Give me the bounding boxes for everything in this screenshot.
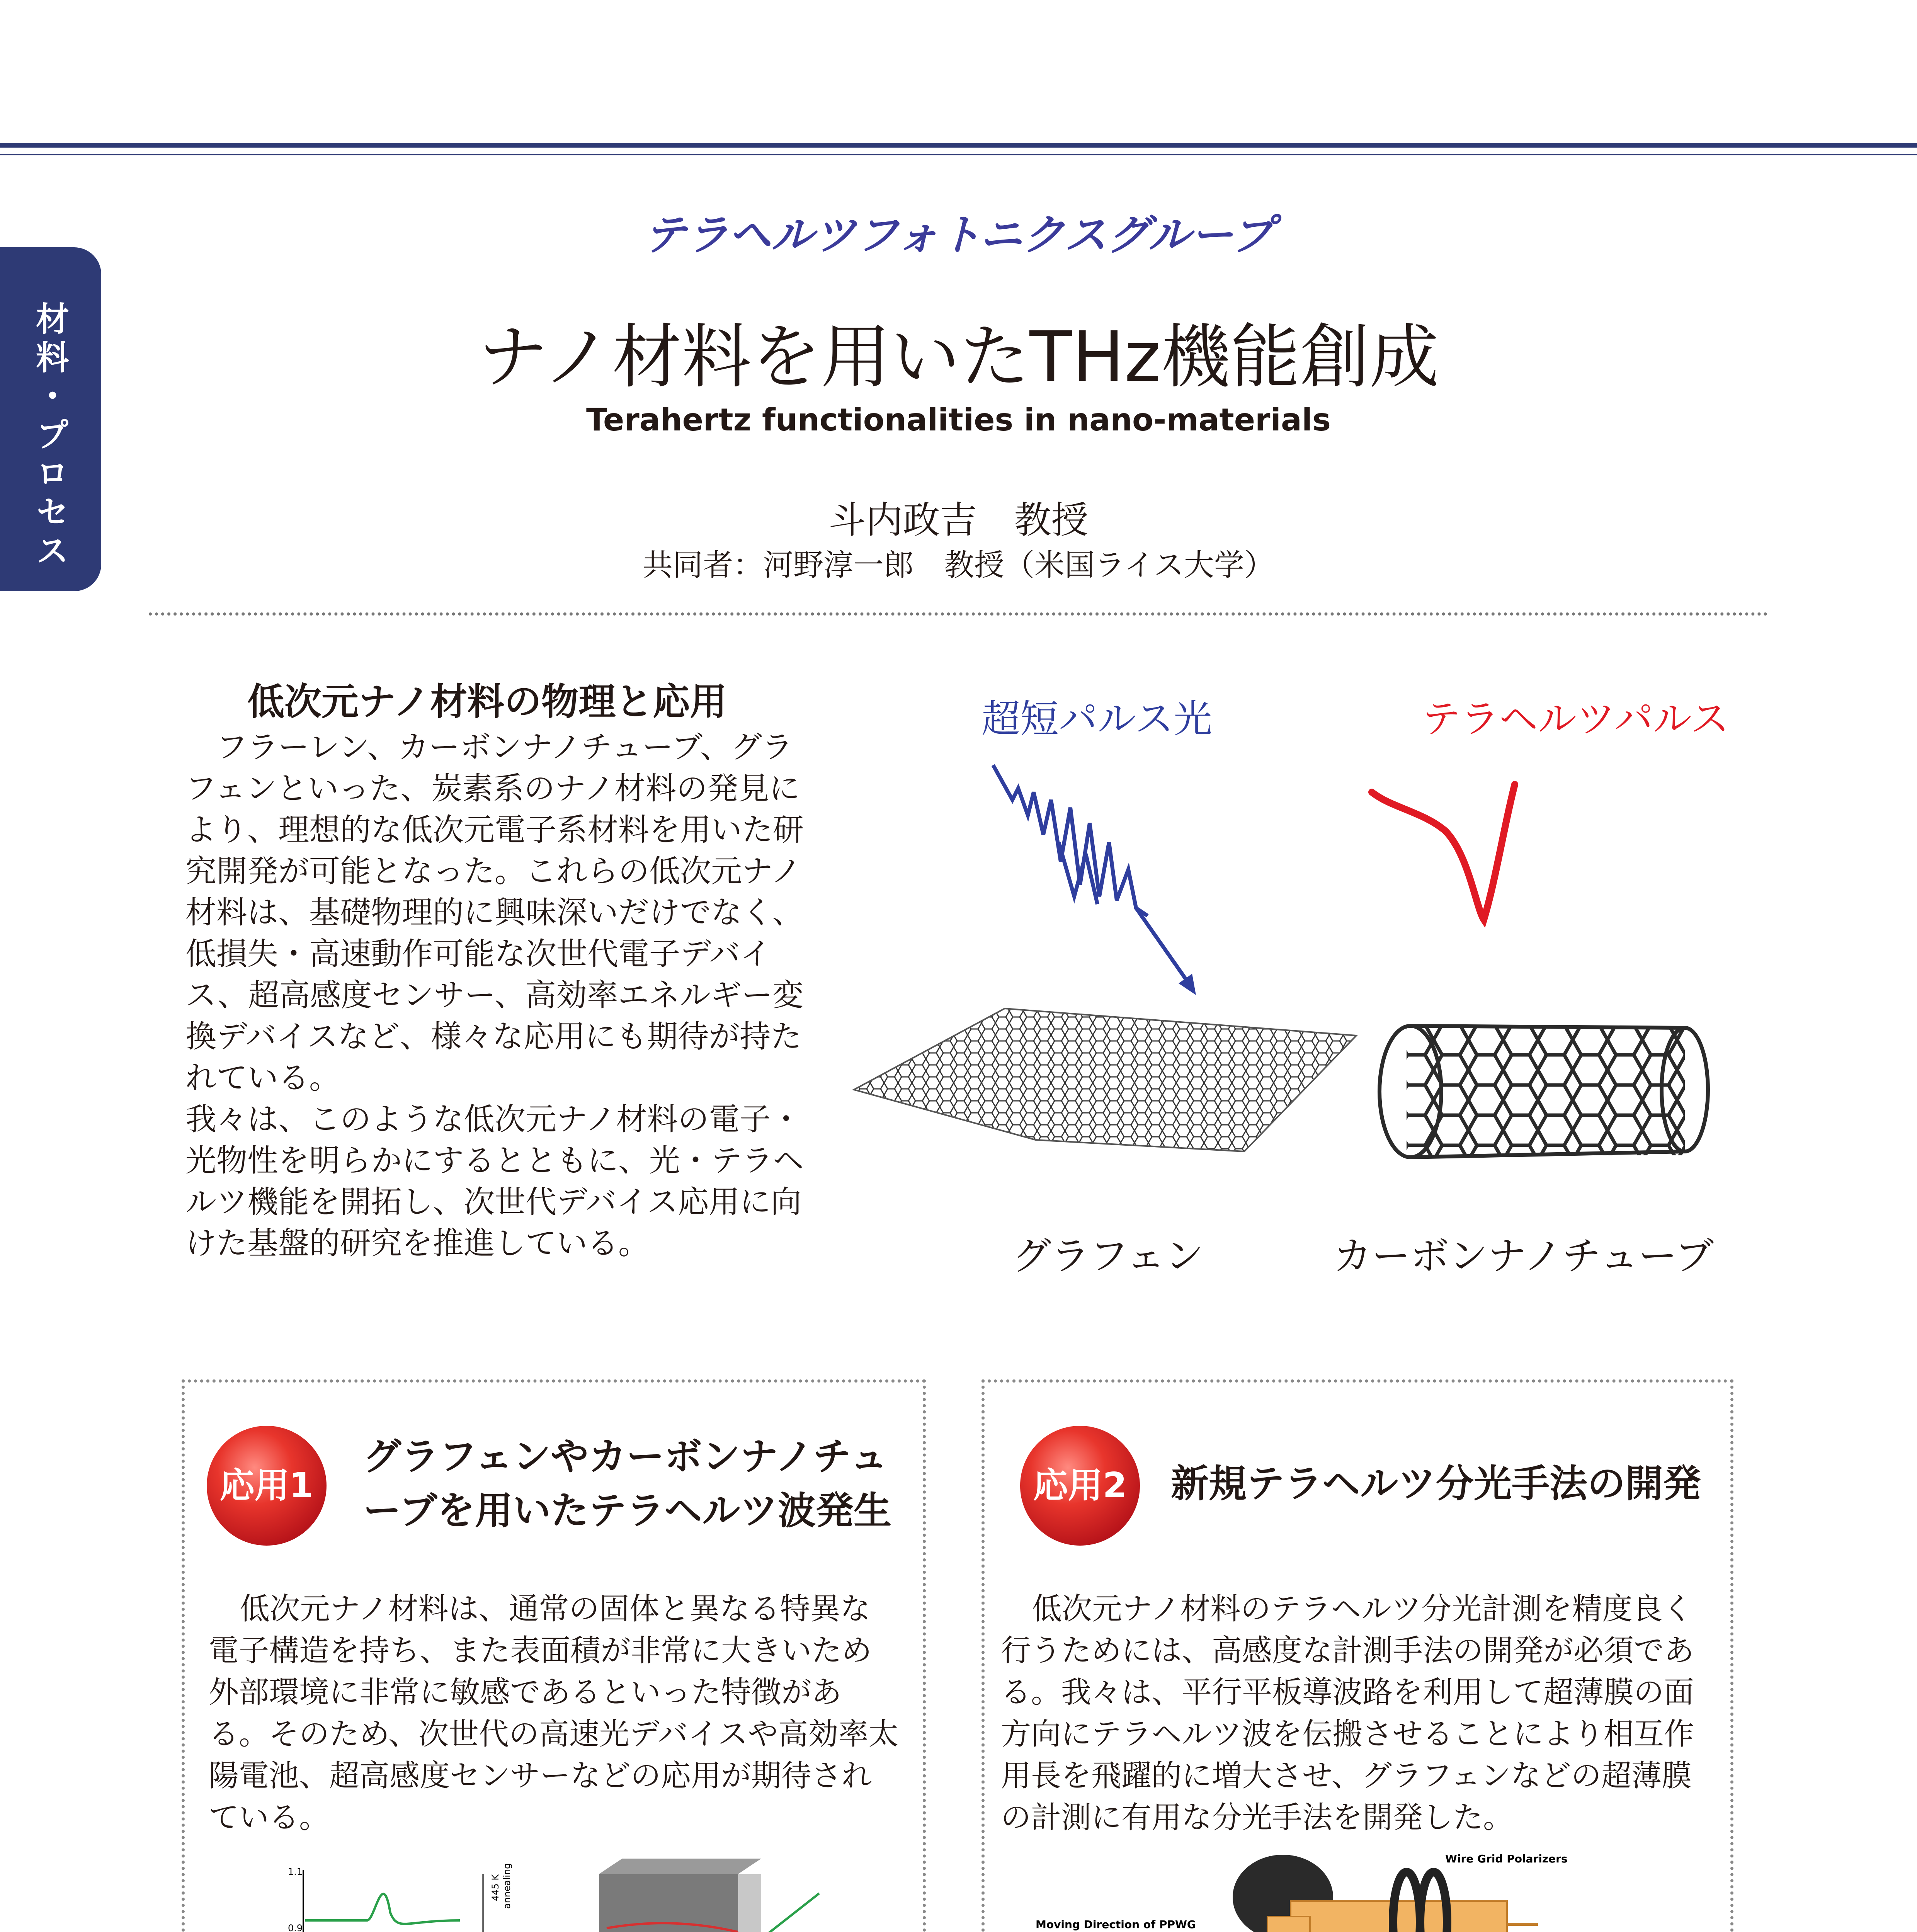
vertical-beam [1267, 1917, 1310, 1932]
app2-figure [1012, 1847, 1708, 1932]
group-name: テラヘルツフォトニクスグループ [643, 210, 1274, 260]
nanotube-label: カーボンナノチューブ [1333, 1233, 1714, 1279]
top-beam [1291, 1901, 1507, 1932]
header-rule-thin [0, 154, 1917, 155]
thz-pulse-wave [1372, 784, 1515, 920]
nanomaterial-illustration [842, 753, 1731, 1236]
app2-badge: 応用2 [1020, 1426, 1140, 1546]
app1-figure [267, 1859, 869, 1932]
header-rule [0, 143, 1917, 148]
intro-paragraph-2: 我々は、このような低次元ナノ材料の電子・光物性を明らかにするとともに、光・テラヘルツ機能を開拓し、次世代デバイス応用に向けた基盤的研究を推進している。 [185, 1101, 804, 1261]
fig-label: Wire Grid Polarizers [1445, 1852, 1568, 1865]
app2-title: 新規テラヘルツ分光手法の開発 [1171, 1462, 1701, 1506]
app1-badge: 応用1 [207, 1426, 327, 1546]
intro-title: 低次元ナノ材料の物理と応用 [247, 680, 727, 723]
page-subtitle: Terahertz functionalities in nano-materials [586, 402, 1331, 438]
coauthor: 共同者：河野淳一郎 教授（米国ライス大学） [643, 548, 1274, 583]
graphene-sheet [854, 1009, 1356, 1151]
ultrashort-pulse-wave [993, 765, 1196, 995]
app2-paragraph: 低次元ナノ材料のテラヘルツ分光計測を精度良く行うためには、高感度な計測手法の開発が必須である。我々は、平行平板導波路を利用して超薄膜の面方向にテラヘルツ波を伝搬させることにより相互作用長を飛躍的に増大させ、グラフェンなどの超薄膜の計測に有用な分光手法を開発した。 [1001, 1592, 1694, 1835]
side-tab-label: 材料・プロセス [30, 301, 69, 572]
annealing-label: annealing [502, 1863, 512, 1909]
app1-title: グラフェンやカーボンナノチューブを用いたテラヘルツ波発生 [363, 1435, 892, 1533]
temp-label: 445 K [490, 1874, 501, 1901]
app1-paragraph: 低次元ナノ材料は、通常の固体と異なる特異な電子構造を持ち、また表面積が非常に大きいため外部環境に非常に敏感であるといった特徴がある。そのため、次世代の高速光デバイスや高効率太陽電池、超高感度センサーなどの応用が期待されている。 [209, 1592, 899, 1835]
app2-text [1001, 1588, 1716, 1838]
intro-text [185, 726, 811, 1264]
graphene-label: グラフェン [1012, 1233, 1204, 1279]
author: 斗内政吉 教授 [828, 498, 1089, 542]
fig-label: Moving Direction of PPWG [1036, 1918, 1196, 1931]
ultrashort-pulse-label: 超短パルス光 [981, 696, 1212, 742]
app1-text [209, 1588, 900, 1838]
page-title: ナノ材料を用いたTHz機能創成 [478, 317, 1439, 398]
thz-pulse-label: テラヘルツパルス [1422, 696, 1729, 742]
divider [149, 612, 1768, 616]
ytick: 0.9 [288, 1923, 303, 1932]
ytick: 1.1 [288, 1866, 303, 1877]
junction-block-top [599, 1859, 761, 1932]
carbon-nanotube [1379, 1026, 1708, 1157]
intro-paragraph-1: フラーレン、カーボンナノチューブ、グラフェンといった、炭素系のナノ材料の発見により、理想的な低次元電子系材料を用いた研究開発が可能となった。これらの低次元ナノ材料は、基礎物理的に興味深いだけでなく、低損失・高速動作可能な次世代電子デバイス、超高感度センサー、高効率エネルギー変換デバイスなど、様々な応用にも期待が持たれている。 [185, 729, 804, 1096]
